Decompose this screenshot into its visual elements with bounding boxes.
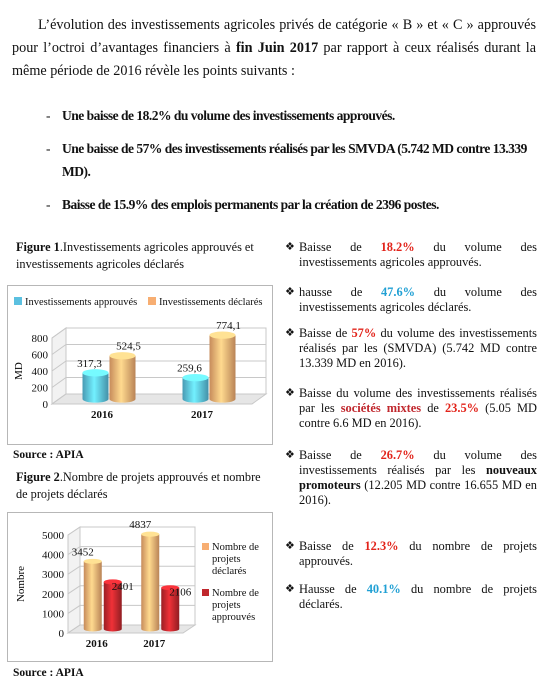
bar <box>83 369 109 402</box>
highlight-item: ❖ Hausse de 40.1% du nombre de projets déclarés. <box>285 582 537 611</box>
intro-paragraph <box>12 14 536 83</box>
figure2-caption <box>16 469 261 503</box>
bar <box>84 559 102 632</box>
x-tick-label: 2017 <box>191 409 213 421</box>
intro-line-1: L’évolution des investissements agricoles privés de catégorie « B » et « C » approuvés <box>38 17 536 33</box>
intro-line-2a: pour l’octroi d’avantages financiers à <box>12 40 231 56</box>
data-label: 774,1 <box>216 320 241 333</box>
diamond-star-icon: ❖ <box>285 286 295 298</box>
y-tick-label: 0 <box>58 628 64 640</box>
legend-swatch <box>14 297 22 305</box>
legend-label: Nombre de projets approuvés <box>212 588 259 623</box>
legend-label: Investissements approuvés <box>25 297 138 308</box>
y-tick-label: 600 <box>31 349 48 362</box>
figure2-label: Figure 2 <box>16 470 60 484</box>
data-label: 2106 <box>169 586 192 599</box>
legend-swatch <box>202 543 209 550</box>
y-tick-label: 2000 <box>42 588 64 601</box>
bar <box>183 374 209 403</box>
diamond-star-icon: ❖ <box>285 583 295 595</box>
highlight-item: ❖ Baisse de 26.7% du volume des investissements réalisés par les nouveaux promoteurs (12.205 MD contre 16.655 MD en 2016). <box>285 448 537 507</box>
diamond-star-icon: ❖ <box>285 387 295 399</box>
data-label: 2401 <box>111 580 134 593</box>
y-tick-label: 400 <box>31 366 48 378</box>
data-label: 259,6 <box>177 362 202 375</box>
diamond-star-icon: ❖ <box>285 540 295 552</box>
intro-date: fin Juin 2017 <box>235 40 319 56</box>
y-tick-label: 0 <box>42 399 48 411</box>
chart-1 <box>7 285 273 445</box>
figure1-caption <box>16 239 266 273</box>
intro-line-3: même période de 2016 révèle les points suivants : <box>12 63 295 79</box>
y-axis-label: Nombre <box>15 565 27 603</box>
y-tick-label: 1000 <box>42 608 64 621</box>
y-tick-label: 5000 <box>42 530 64 542</box>
data-label: 4837 <box>129 519 152 532</box>
chart-side-wall <box>68 527 80 633</box>
diamond-star-icon: ❖ <box>285 449 295 461</box>
summary-list <box>62 104 542 226</box>
highlight-item: ❖ Baisse de 18.2% du volume des investissements agricoles approuvés. <box>285 240 537 269</box>
y-tick-label: 800 <box>31 333 48 345</box>
y-tick-label: 200 <box>31 382 48 395</box>
data-label: 524,5 <box>116 340 141 353</box>
y-tick-label: 3000 <box>42 569 64 582</box>
legend-swatch <box>148 297 156 305</box>
summary-point: - Baisse de 15.9% des emplois permanents par la création de 2396 postes. <box>62 193 542 216</box>
legend-label: Nombre de projets déclarés <box>212 542 259 577</box>
figure1-text: .Investissements agricoles approuvés et investissements agricoles déclarés <box>16 240 254 271</box>
highlight-item: ❖ Baisse de 12.3% du nombre de projets approuvés. <box>285 539 537 568</box>
x-tick-label: 2017 <box>143 638 166 650</box>
diamond-star-icon: ❖ <box>285 327 295 339</box>
x-tick-label: 2016 <box>91 409 113 421</box>
data-label: 3452 <box>71 546 94 559</box>
y-axis-label: MD <box>13 362 25 380</box>
legend-label: Investissements déclarés <box>159 297 263 308</box>
bar <box>210 331 236 402</box>
figure2-text: .Nombre de projets approuvés et nombre de projets déclarés <box>16 470 261 501</box>
highlight-item: ❖ Baisse du volume des investissements réalisés par les sociétés mixtes de 23.5% (5.05 MD contre 6.6 MD en 2016). <box>285 386 537 430</box>
bar <box>141 532 159 632</box>
intro-line-2c: par rapport à ceux réalisés durant la <box>323 40 537 56</box>
y-tick-label: 4000 <box>42 549 64 562</box>
chart-1-svg <box>8 286 272 444</box>
x-tick-label: 2016 <box>85 638 108 650</box>
legend-swatch <box>202 589 209 596</box>
figure1-source: Source : APIA <box>13 449 84 461</box>
highlight-item: ❖ Baisse de 57% du volume des investissements réalisés par les (SMVDA) (5.742 MD contre 13.339 MD en 2016). <box>285 326 537 370</box>
bar <box>110 352 136 403</box>
chart-2 <box>7 512 273 662</box>
figure2-source: Source : APIA <box>13 667 84 679</box>
summary-point: - Une baisse de 57% des investissements réalisés par les SMVDA (5.742 MD contre 13.339 MD). <box>62 137 542 183</box>
diamond-star-icon: ❖ <box>285 241 295 253</box>
data-label: 317,3 <box>77 357 102 370</box>
figure1-label: Figure 1 <box>16 240 60 254</box>
chart-2-svg <box>8 513 272 661</box>
highlight-item: ❖ hausse de 47.6% du volume des investissements agricoles déclarés. <box>285 285 537 314</box>
summary-point: - Une baisse de 18.2% du volume des investissements approuvés. <box>62 104 542 127</box>
